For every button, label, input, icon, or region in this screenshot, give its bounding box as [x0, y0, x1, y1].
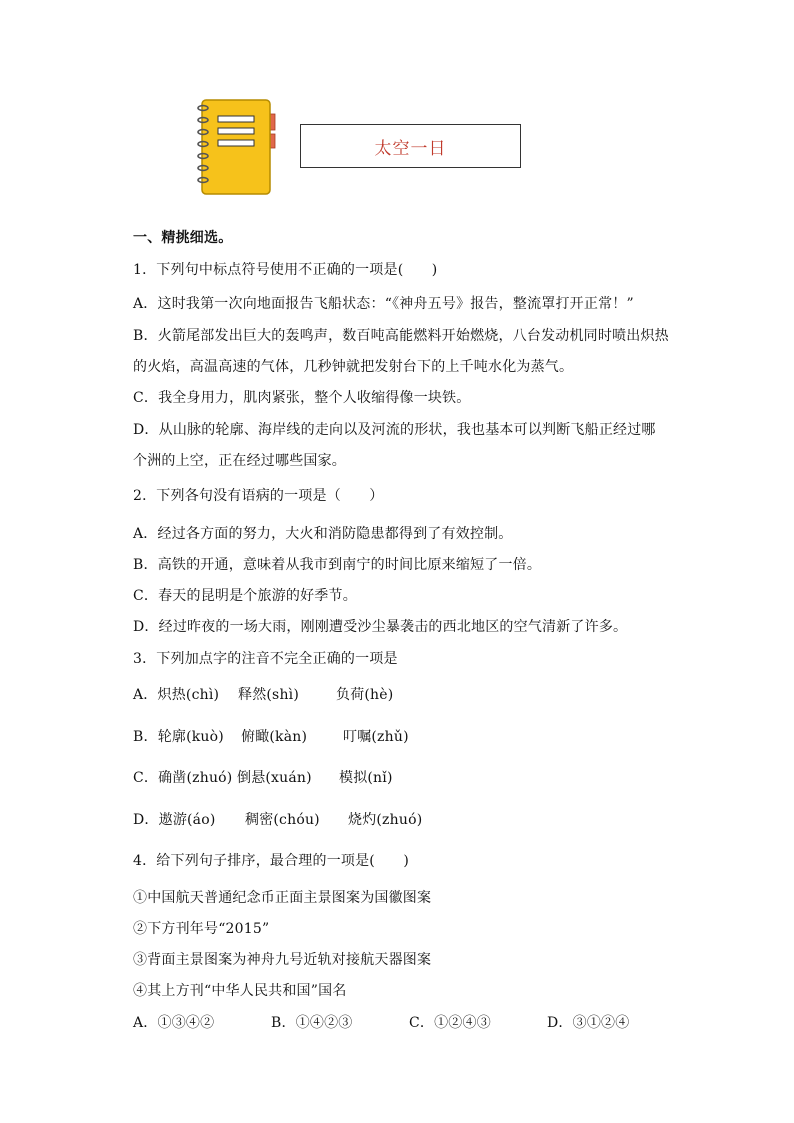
q4-option-b: B．①④②③	[271, 1015, 353, 1031]
notebook-icon	[196, 98, 278, 196]
q3-b-item1: B．轮廓(kuò)	[133, 729, 224, 745]
section-heading: 一、精挑细选。	[133, 230, 233, 246]
q2-option-c: C．春天的昆明是个旅游的好季节。	[133, 588, 357, 604]
q2-option-a: A．经过各方面的努力，大火和消防隐患都得到了有效控制。	[133, 526, 513, 542]
q2-stem: 2．下列各句没有语病的一项是（ ）	[133, 488, 384, 504]
q3-stem: 3．下列加点字的注音不完全正确的一项是	[133, 651, 398, 667]
q3-d-item3: 烧灼(zhuó)	[348, 812, 423, 828]
q4-option-a: A．①③④②	[133, 1015, 215, 1031]
q1-option-a: A．这时我第一次向地面报告飞船状态：“《神舟五号》报告，整流罩打开正常！”	[133, 296, 634, 312]
q4-sentence-3: ③背面主景图案为神舟九号近轨对接航天器图案	[133, 952, 432, 968]
q3-a-item3: 负荷(hè)	[336, 687, 394, 703]
q4-stem: 4．给下列句子排序，最合理的一项是( )	[133, 853, 410, 869]
q3-d-item1: D．遨游(áo)	[133, 812, 216, 828]
q4-sentence-4: ④其上方刊“中华人民共和国”国名	[133, 983, 347, 999]
title-box	[300, 124, 521, 168]
q1-option-d-line2: 个洲的上空，正在经过哪些国家。	[133, 453, 346, 469]
q1-stem: 1．下列句中标点符号使用不正确的一项是( )	[133, 262, 438, 278]
q3-c-item3: 模拟(nǐ)	[339, 770, 393, 786]
q2-option-b: B．高铁的开通，意味着从我市到南宁的时间比原来缩短了一倍。	[133, 557, 542, 573]
q3-b-item2: 俯瞰(kàn)	[241, 729, 308, 745]
q4-option-d: D．③①②④	[547, 1015, 630, 1031]
q4-option-c: C．①②④③	[409, 1015, 491, 1031]
q3-d-item2: 稠密(chóu)	[245, 812, 320, 828]
q3-c-item2: 倒悬(xuán)	[237, 770, 312, 786]
q2-option-d: D．经过昨夜的一场大雨，刚刚遭受沙尘暴袭击的西北地区的空气清新了许多。	[133, 619, 628, 635]
q1-option-b-line1: B．火箭尾部发出巨大的轰鸣声，数百吨高能燃料开始燃烧，八台发动机同时喷出炽热	[133, 328, 669, 344]
page-title: 太空一日	[374, 138, 447, 159]
q1-option-c: C．我全身用力，肌肉紧张，整个人收缩得像一块铁。	[133, 390, 471, 406]
q3-b-item3: 叮嘱(zhǔ)	[343, 729, 409, 745]
q3-a-item1: A．炽热(chì)	[133, 687, 220, 703]
q4-sentence-2: ②下方刊年号“2015”	[133, 921, 270, 937]
q1-option-b-line2: 的火焰，高温高速的气体，几秒钟就把发射台下的上千吨水化为蒸气。	[133, 359, 574, 375]
q4-sentence-1: ①中国航天普通纪念币正面主景图案为国徽图案	[133, 890, 432, 906]
q3-a-item2: 释然(shì)	[238, 687, 300, 703]
q3-c-item1: C．确凿(zhuó)	[133, 770, 233, 786]
q1-option-d-line1: D．从山脉的轮廓、海岸线的走向以及河流的形状，我也基本可以判断飞船正经过哪	[133, 422, 656, 438]
